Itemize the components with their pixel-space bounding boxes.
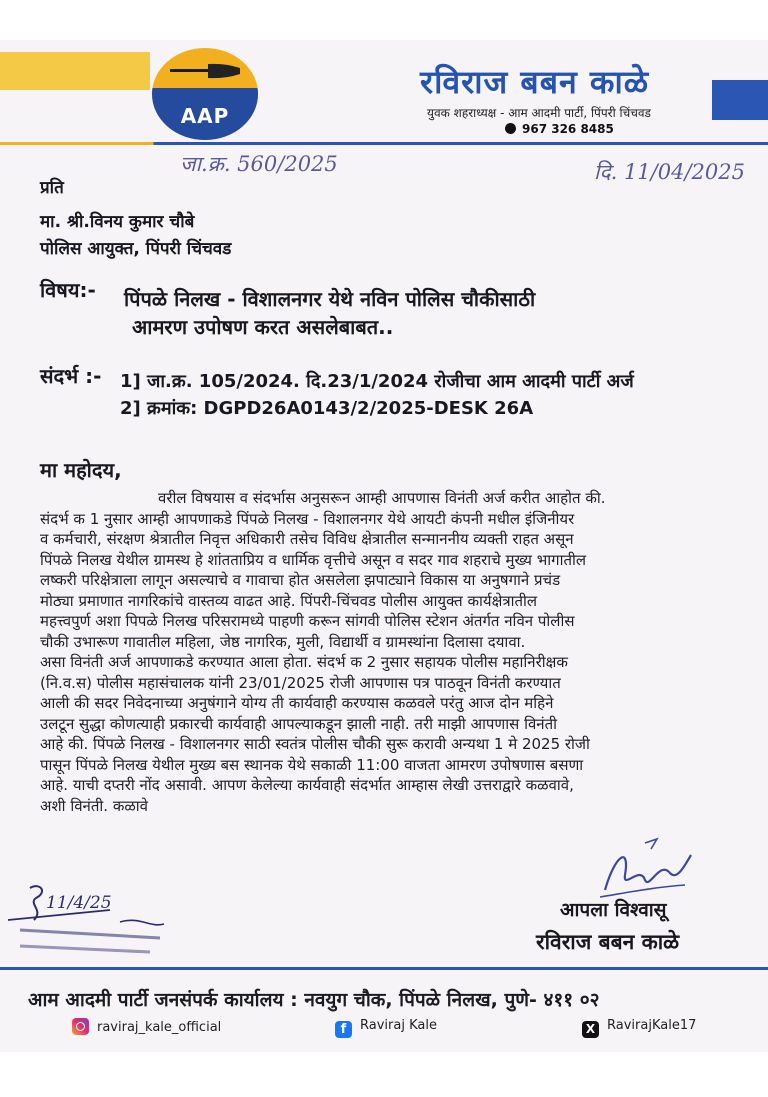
facebook-icon: f <box>335 1021 352 1038</box>
facebook-handle: Raviraj Kale <box>360 1018 437 1033</box>
header-blue-stripe <box>712 80 768 120</box>
body-line: मोठ्या प्रमाणात नागरिकांचे वास्तव्य वाढत आहे. पिंपरी-चिंचवड पोलीस आयुक्त कार्यक्षेत्रातील <box>40 591 538 610</box>
body-line: आली की सदर निवेदनाच्या अनुषंगाने योग्य ती कार्यवाही करण्यास कळवले परंतु आज दोन महिने <box>40 694 554 712</box>
body-line: आहे. याची दप्तरी नोंद असावी. आपण केलेल्या कार्यवाही संदर्भात आम्हास लेखी उत्तराद्वारे कळवावे, <box>40 776 574 794</box>
footer-x[interactable] <box>582 1018 696 1038</box>
body-line: संदर्भ क 1 नुसार आम्ही आपणाकडे पिंपळे निलख - विशालनगर येथे आयटी कंपनी मधील इंजिनीयर <box>40 509 575 528</box>
footer-address: नवयुग चौक, पिंपळे निलख, पुणे- ४११ ०२ <box>304 989 600 1011</box>
recipient-office: पोलिस आयुक्त, पिंपरी चिंचवड <box>40 239 232 259</box>
body-line: चौकी उभारूण गावातील महिला, जेष्ठ नागरिक, मुली, विद्यार्थी व ग्रामस्थांना दिलासा दयावा. <box>40 632 526 651</box>
header-yellow-stripe <box>0 52 150 90</box>
body-line: पासून पिंपळे निलख येथील मुख्य बस स्थानक येथे सकाळी 11:00 वाजता आमरण उपोषणास बसणा <box>40 755 584 774</box>
x-icon: X <box>582 1021 599 1038</box>
aap-logo <box>152 48 258 140</box>
body-line: (नि.व.स) पोलीस महासंचालक यांनी 23/01/2025 रोजी आपणास पत्र पाठवून विनंती करण्यात <box>40 673 561 692</box>
closing-text: आपला विश्वासू <box>560 899 667 921</box>
footer-office <box>28 986 600 1012</box>
subject-label: विषय:- <box>40 278 96 302</box>
recipient-prati: प्रति <box>40 178 64 198</box>
phone-number: 967 326 8485 <box>522 122 614 136</box>
body-line: लष्करी परिक्षेत्राला लागून असल्याचे व गावाचा होत असलेला झपाट्याने विकास या अनुषगाने प्रचंड <box>40 571 561 589</box>
instagram-icon <box>72 1018 89 1035</box>
signature-scribble <box>585 835 695 905</box>
letterhead-name: रविराज बबन काळे <box>420 63 650 101</box>
reference-item-1: 1] जा.क्र. 105/2024. दि.23/1/2024 रोजीचा आम आदमी पार्टी अर्ज <box>120 371 634 392</box>
body-line: व कर्मचारी, संरक्षण श्रेत्रातील निवृत्त अधिकारी तसेच विविध क्षेत्रातील सन्माननीय व्यक्ती राहत असून <box>40 530 574 548</box>
instagram-handle: raviraj_kale_official <box>97 1020 222 1035</box>
footer-facebook[interactable] <box>335 1018 437 1038</box>
letterhead-phone <box>505 122 614 136</box>
body-line: आहे की. पिंपळे निलख - विशालनगर साठी स्वतंत्र पोलीस चौकी सुरू करावी अन्यथा 1 मे 2025 रोजी <box>40 735 590 753</box>
footer-office-label: जनसंपर्क कार्यालय : <box>154 989 298 1011</box>
recipient-name: मा. श्री.विनय कुमार चौबे <box>40 212 195 232</box>
body-line: वरील विषयास व संदर्भास अनुसरून आम्ही आपणास विनंती अर्ज करीत आहोत की. <box>158 489 606 507</box>
body-line: अशी विनंती. कळावे <box>40 796 148 815</box>
broom-icon <box>170 62 240 80</box>
subject-line-1: पिंपळे निलख - विशालनगर येथे नविन पोलिस चौकीसाठी <box>124 287 536 311</box>
signatory-name: रविराज बबन काळे <box>536 930 680 954</box>
letterhead-designation: युवक शहराध्यक्ष - आम आदमी पार्टी, पिंपरी चिंचवड <box>427 106 651 120</box>
footer-instagram[interactable] <box>72 1018 221 1035</box>
reference-label: संदर्भ :- <box>40 364 102 388</box>
receipt-stamp <box>0 880 180 960</box>
reference-item-2: 2] क्रमांक: DGPD26A0143/2/2025-DESK 26A <box>120 398 534 419</box>
footer-rule <box>0 967 768 970</box>
salutation: मा महोदय, <box>40 458 122 482</box>
handwritten-ref-no: जा.क्र. 560/2025 <box>180 152 338 176</box>
header-rule <box>0 142 768 145</box>
x-handle: RavirajKale17 <box>607 1018 697 1033</box>
body-line: असा विनंती अर्ज आपणाकडे करण्यात आला होता. संदर्भ क 2 नुसार सहायक पोलीस महानिरीक्षक <box>40 653 568 671</box>
footer-party: आम आदमी पार्टी <box>28 989 149 1011</box>
logo-text: AAP <box>180 104 230 128</box>
body-line: उलटून सुद्धा कोणत्याही प्रकारची कार्यवाही आपल्याकडून झाली नाही. तरी माझी आपणास विनंती <box>40 714 558 733</box>
receipt-date: 11/4/25 <box>46 893 112 913</box>
handwritten-date: दि. 11/04/2025 <box>594 160 745 184</box>
body-line: पिंपळे निलख येथील ग्रामस्थ हे शांतताप्रिय व धार्मिक वृत्तीचे असून व सदर गाव शहराचे मुख्य भागातील <box>40 550 587 569</box>
letter-body <box>40 488 740 816</box>
phone-icon <box>505 123 516 134</box>
subject-line-2: आमरण उपोषण करत असलेबाबत.. <box>132 315 394 339</box>
body-line: महत्त्वपुर्ण अशा पिपळे निलख परिसरामध्ये पाहणी करून सांगवी पोलिस स्टेशन अंतर्गत नविन पोलीस <box>40 612 575 630</box>
